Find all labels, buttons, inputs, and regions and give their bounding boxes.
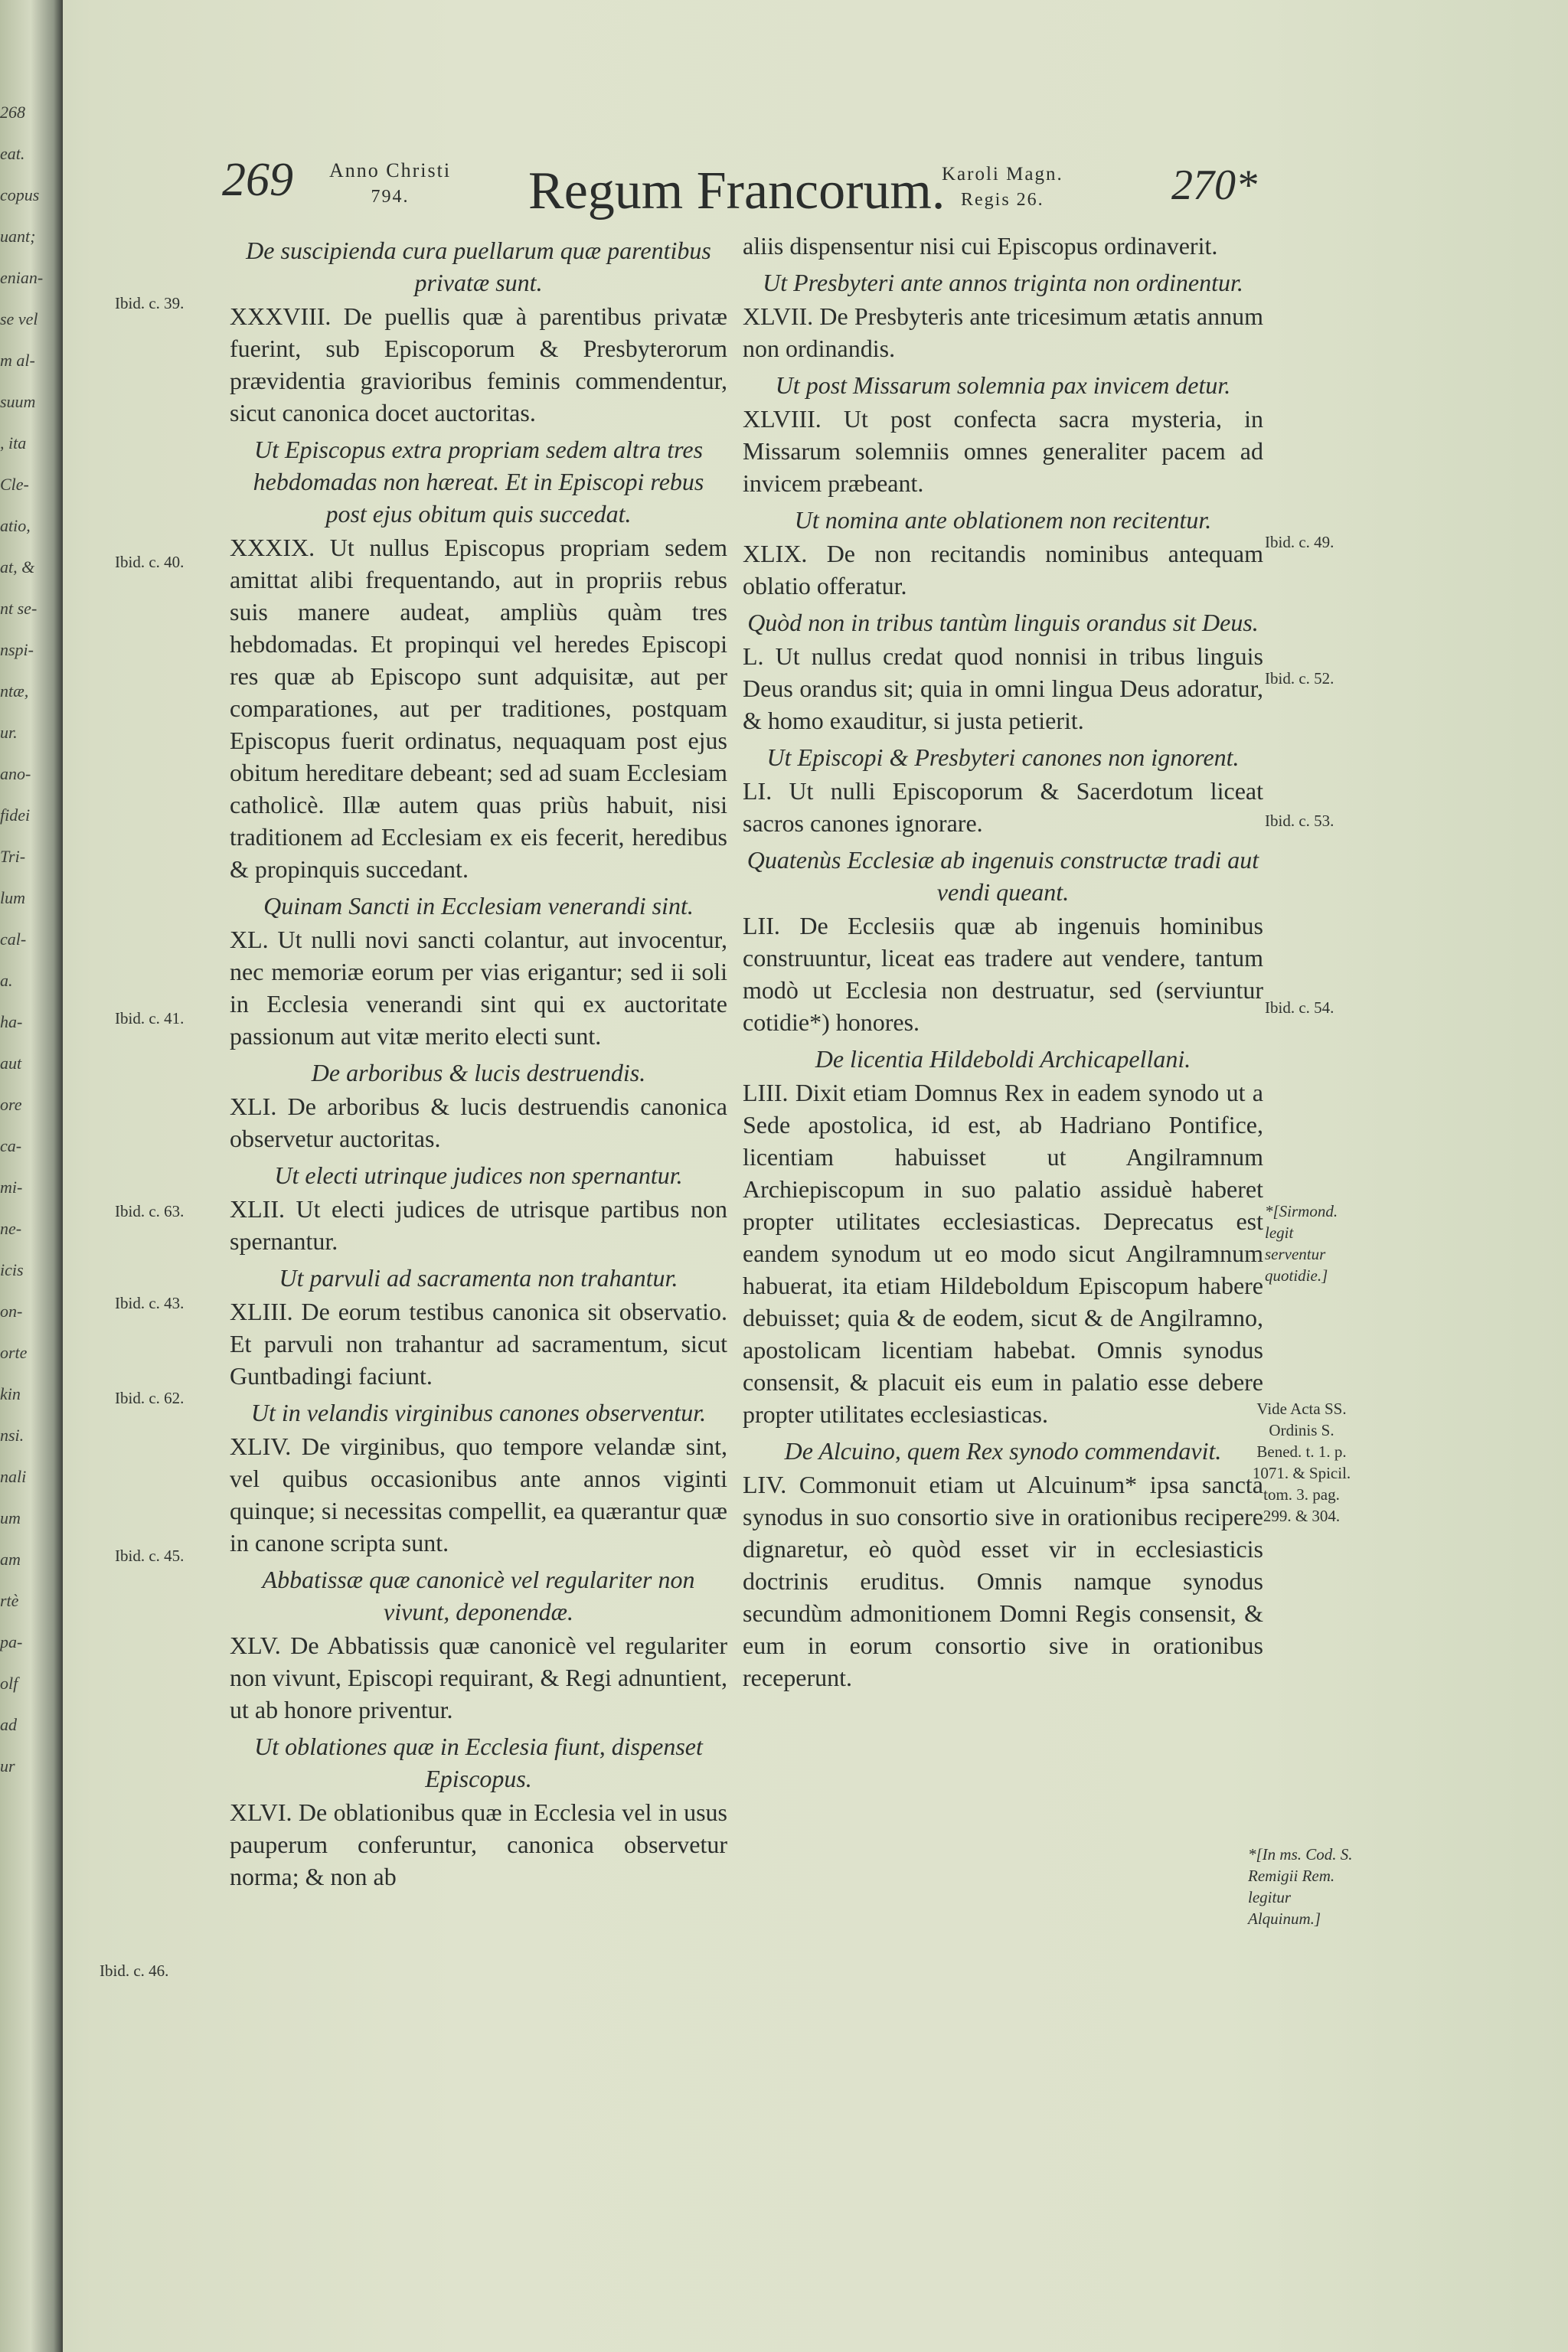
section-heading: Quatenùs Ecclesiæ ab ingenuis constructæ tradi aut vendi queant. xyxy=(746,846,1259,906)
section-paragraph: XLII. Ut electi judices de utrisque partibus non spernantur. xyxy=(230,1195,727,1255)
section-paragraph: XLV. De Abbatissis quæ canonicè vel regulariter non vivunt, Episcopi requirant, & Regi adnuntient, ut ab honore priventur. xyxy=(230,1632,727,1723)
footnote-in-ms: *[In ms. Cod. S. Remigii Rem. legitur Alquinum.] xyxy=(1248,1845,1353,1928)
edge-fragment: ore xyxy=(0,1095,22,1114)
section-heading: Ut post Missarum solemnia pax invicem detur. xyxy=(775,371,1231,399)
section-heading: De Alcuino, quem Rex synodo commendavit. xyxy=(784,1437,1222,1465)
anno-christi xyxy=(329,159,451,207)
anno-label: Anno Christi xyxy=(329,159,452,181)
margin-ref: Ibid. c. 46. xyxy=(100,1962,169,1980)
section-heading: Ut parvuli ad sacramenta non trahantur. xyxy=(279,1264,678,1292)
margin-ref: Ibid. c. 40. xyxy=(115,553,185,571)
section-paragraph: XLVI. De oblationibus quæ in Ecclesia vel in usus pauperum conferuntur, canonica observetur norma; & non ab xyxy=(230,1798,727,1890)
section-paragraph: LI. Ut nulli Episcoporum & Sacerdotum liceat sacros canones ignorare. xyxy=(743,777,1263,837)
edge-fragment: copus xyxy=(0,185,40,204)
margin-ref: Ibid. c. 54. xyxy=(1265,998,1334,1017)
edge-fragment: suum xyxy=(0,392,36,411)
footnote-sirmond: *[Sirmond. legit serventur quotidie.] xyxy=(1265,1202,1338,1285)
edge-fragment: uant; xyxy=(0,227,36,246)
edge-fragment: nspi- xyxy=(0,640,34,659)
section-paragraph: LIV. Commonuit etiam ut Alcuinum* ipsa sancta synodus in suo consortio sive in orationibus recipere dignaretur, eò quòd esset vir in ecclesiasticis doctrinis eruditus. Omnis namque synodus secundùm admonitionem Domni Regis consensit, & eum in eorum consortio sive in orationibus receperunt. xyxy=(743,1471,1263,1691)
section-paragraph: LII. De Ecclesiis quæ ab ingenuis hominibus construuntur, liceat eas tradere aut vendere, tantum modò ut Ecclesia non destruatur, sed (serviuntur cotidie*) honores. xyxy=(743,912,1263,1036)
edge-fragment: rtè xyxy=(0,1591,19,1610)
page-number-right: 270* xyxy=(1171,162,1257,209)
regis-year: Regis 26. xyxy=(961,190,1044,210)
edge-fragment: nt se- xyxy=(0,599,38,618)
section-paragraph: XXXIX. Ut nullus Episcopus propriam sedem amittat alibi frequentando, aut in propriis rebus suis manere audeat, ampliùs quàm tres hebdomadas. Et propinqui vel heredes Episcopi res quæ ab Episcopo sunt adquisitæ, aut per comparationes, aut per traditiones, postquam Episcopus fuerit ordinatus, nequaquam post ejus obitum hereditare debeant; sed ad suam Ecclesiam catholicè. Illæ autem quas priùs habuit, nisi traditionem ad Ecclesiam ex eis fecerit, heredibus & propinquis succedant. xyxy=(230,534,727,883)
edge-fragment: mi- xyxy=(0,1178,23,1197)
section-heading: Ut Presbyteri ante annos triginta non ordinentur. xyxy=(763,269,1243,296)
anno-year: 794. xyxy=(371,187,410,207)
edge-fragment: pa- xyxy=(0,1632,23,1651)
edge-fragment: m al- xyxy=(0,351,35,370)
left-text-column xyxy=(230,230,727,1893)
edge-fragment: ca- xyxy=(0,1136,22,1155)
edge-fragment: orte xyxy=(0,1343,28,1362)
edge-fragment: a. xyxy=(0,971,13,990)
edge-fragment: um xyxy=(0,1508,21,1527)
section-paragraph: XXXVIII. De puellis quæ à parentibus privatæ fuerint, sub Episcoporum & Presbyterorum prævidentia gravioribus feminis commendentur, sicut canonica docet auctoritas. xyxy=(230,302,727,426)
margin-ref: Ibid. c. 63. xyxy=(115,1202,185,1220)
edge-fragment: ano- xyxy=(0,764,31,783)
section-heading: De arboribus & lucis destruendis. xyxy=(311,1059,646,1086)
edge-fragment: olf xyxy=(0,1674,18,1693)
right-text-column xyxy=(743,230,1263,1694)
margin-ref: Ibid. c. 45. xyxy=(115,1547,185,1565)
section-heading: Ut in velandis virginibus canones observentur. xyxy=(250,1399,707,1426)
section-paragraph: aliis dispensentur nisi cui Episcopus ordinaverit. xyxy=(743,232,1218,260)
page-header xyxy=(222,153,1279,237)
margin-ref: Ibid. c. 43. xyxy=(115,1294,185,1312)
edge-fragment: at, & xyxy=(0,557,35,577)
edge-fragment: aut xyxy=(0,1054,22,1073)
edge-fragment: Tri- xyxy=(0,847,26,866)
section-paragraph: XL. Ut nulli novi sancti colantur, aut invocentur, nec memoriæ eorum per vias erigantur; sed ii soli in Ecclesia venerandi sint qui ex auctoritate passionum aut vitæ merito electi sunt. xyxy=(230,926,727,1050)
margin-ref: Ibid. c. 53. xyxy=(1265,812,1334,830)
section-paragraph: XLIX. De non recitandis nominibus antequam oblatio offeratur. xyxy=(743,540,1263,599)
edge-fragment: Cle- xyxy=(0,475,29,494)
section-heading: Ut electi utrinque judices non spernantur. xyxy=(274,1161,683,1189)
margin-ref: Ibid. c. 52. xyxy=(1265,669,1334,688)
edge-fragment: ha- xyxy=(0,1012,23,1031)
section-heading: De suscipienda cura puellarum quæ parentibus privatæ sunt. xyxy=(246,237,711,296)
margin-ref: Ibid. c. 62. xyxy=(115,1389,185,1407)
section-heading: Quinam Sancti in Ecclesiam venerandi sint. xyxy=(263,892,694,920)
edge-fragment: nali xyxy=(0,1467,27,1486)
section-paragraph: XLIV. De virginibus, quo tempore velandæ sint, vel quibus occasionibus ante annos viginti quinque; si necessitas compellit, ea quærantur quæ in canone scripta sunt. xyxy=(230,1432,727,1557)
section-heading: Ut nomina ante oblationem non recitentur. xyxy=(794,506,1212,534)
edge-fragment: eat. xyxy=(0,144,25,163)
margin-ref: Ibid. c. 49. xyxy=(1265,533,1334,551)
edge-fragment: ad xyxy=(0,1715,17,1734)
section-paragraph: XLI. De arboribus & lucis destruendis canonica observetur auctoritas. xyxy=(230,1093,727,1152)
section-heading: Abbatissæ quæ canonicè vel regulariter non vivunt, deponendæ. xyxy=(262,1566,695,1625)
section-paragraph: XLVII. De Presbyteris ante tricesimum ætatis annum non ordinandis. xyxy=(743,302,1263,362)
edge-fragment: ur. xyxy=(0,723,18,742)
edge-fragment: ntæ, xyxy=(0,681,29,701)
section-heading: Ut Episcopus extra propriam sedem altra tres hebdomadas non hæreat. Et in Episcopi rebus post ejus obitum quis succedat. xyxy=(253,436,704,528)
edge-fragment: enian- xyxy=(0,268,44,287)
edge-fragment: nsi. xyxy=(0,1426,24,1445)
margin-ref-vide-acta: Vide Acta SS. Ordinis S. Bened. t. 1. p. 1071. & Spicil. tom. 3. pag. 299. & 304. xyxy=(1252,1400,1351,1525)
section-heading: Quòd non in tribus tantùm linguis orandus sit Deus. xyxy=(747,609,1259,636)
edge-fragment: on- xyxy=(0,1302,23,1321)
section-heading: Ut oblationes quæ in Ecclesia fiunt, dispenset Episcopus. xyxy=(254,1733,703,1792)
running-title: Regum Francorum. xyxy=(528,162,946,220)
karoli-label: Karoli Magn. xyxy=(942,164,1063,185)
section-paragraph: XLIII. De eorum testibus canonica sit observatio. Et parvuli non trahantur ad sacramentum, sicut Guntbadingi faciunt. xyxy=(230,1298,727,1390)
book-gutter xyxy=(0,0,63,2352)
edge-fragment: lum xyxy=(0,888,25,907)
karoli-magn xyxy=(942,164,1063,211)
edge-fragment: am xyxy=(0,1550,21,1569)
section-heading: De licentia Hildeboldi Archicapellani. xyxy=(815,1045,1191,1073)
page-number-left: 269 xyxy=(222,154,293,206)
edge-fragment: cal- xyxy=(0,929,27,949)
edge-fragment: icis xyxy=(0,1260,24,1279)
margin-ref: Ibid. c. 41. xyxy=(115,1009,185,1027)
edge-fragment: 268 xyxy=(0,103,25,122)
edge-fragment: , ita xyxy=(0,433,27,452)
edge-fragment: se vel xyxy=(0,309,38,328)
edge-fragment: ne- xyxy=(0,1219,22,1238)
section-paragraph: L. Ut nullus credat quod nonnisi in tribus linguis Deus orandus sit; quia in omni lingua Deus adoratur, & homo exauditur, si justa petierit. xyxy=(743,642,1263,734)
margin-ref: Ibid. c. 39. xyxy=(115,294,185,312)
edge-fragment: kin xyxy=(0,1384,21,1403)
section-paragraph: XLVIII. Ut post confecta sacra mysteria, in Missarum solemniis omnes generaliter pacem ad invicem præbeant. xyxy=(743,405,1263,497)
section-paragraph: LIII. Dixit etiam Domnus Rex in eadem synodo ut a Sede apostolica, id est, ab Hadriano Pontifice, licentiam habuisset ut Angilramnum Archiepiscopum in suo palatio assiduè haberet propter utilitates ecclesiasticas. Deprecatus est eandem synodum ut eo modo sicut Angilramnum habuerat, ita etiam Hildeboldum Episcopum habere debuisset; quia & de eodem, sicut & de Angilramno, apostolicam licentiam habebat. Omnis synodus consensit, & placuit eis eum in palatio esse debere propter utilitates ecclesiasticas. xyxy=(743,1079,1263,1428)
edge-fragment: ur xyxy=(0,1756,15,1775)
section-heading: Ut Episcopi & Presbyteri canones non ignorent. xyxy=(766,743,1240,771)
previous-page-edge-text xyxy=(0,92,49,1787)
edge-fragment: atio, xyxy=(0,516,31,535)
edge-fragment: fidei xyxy=(0,805,31,825)
